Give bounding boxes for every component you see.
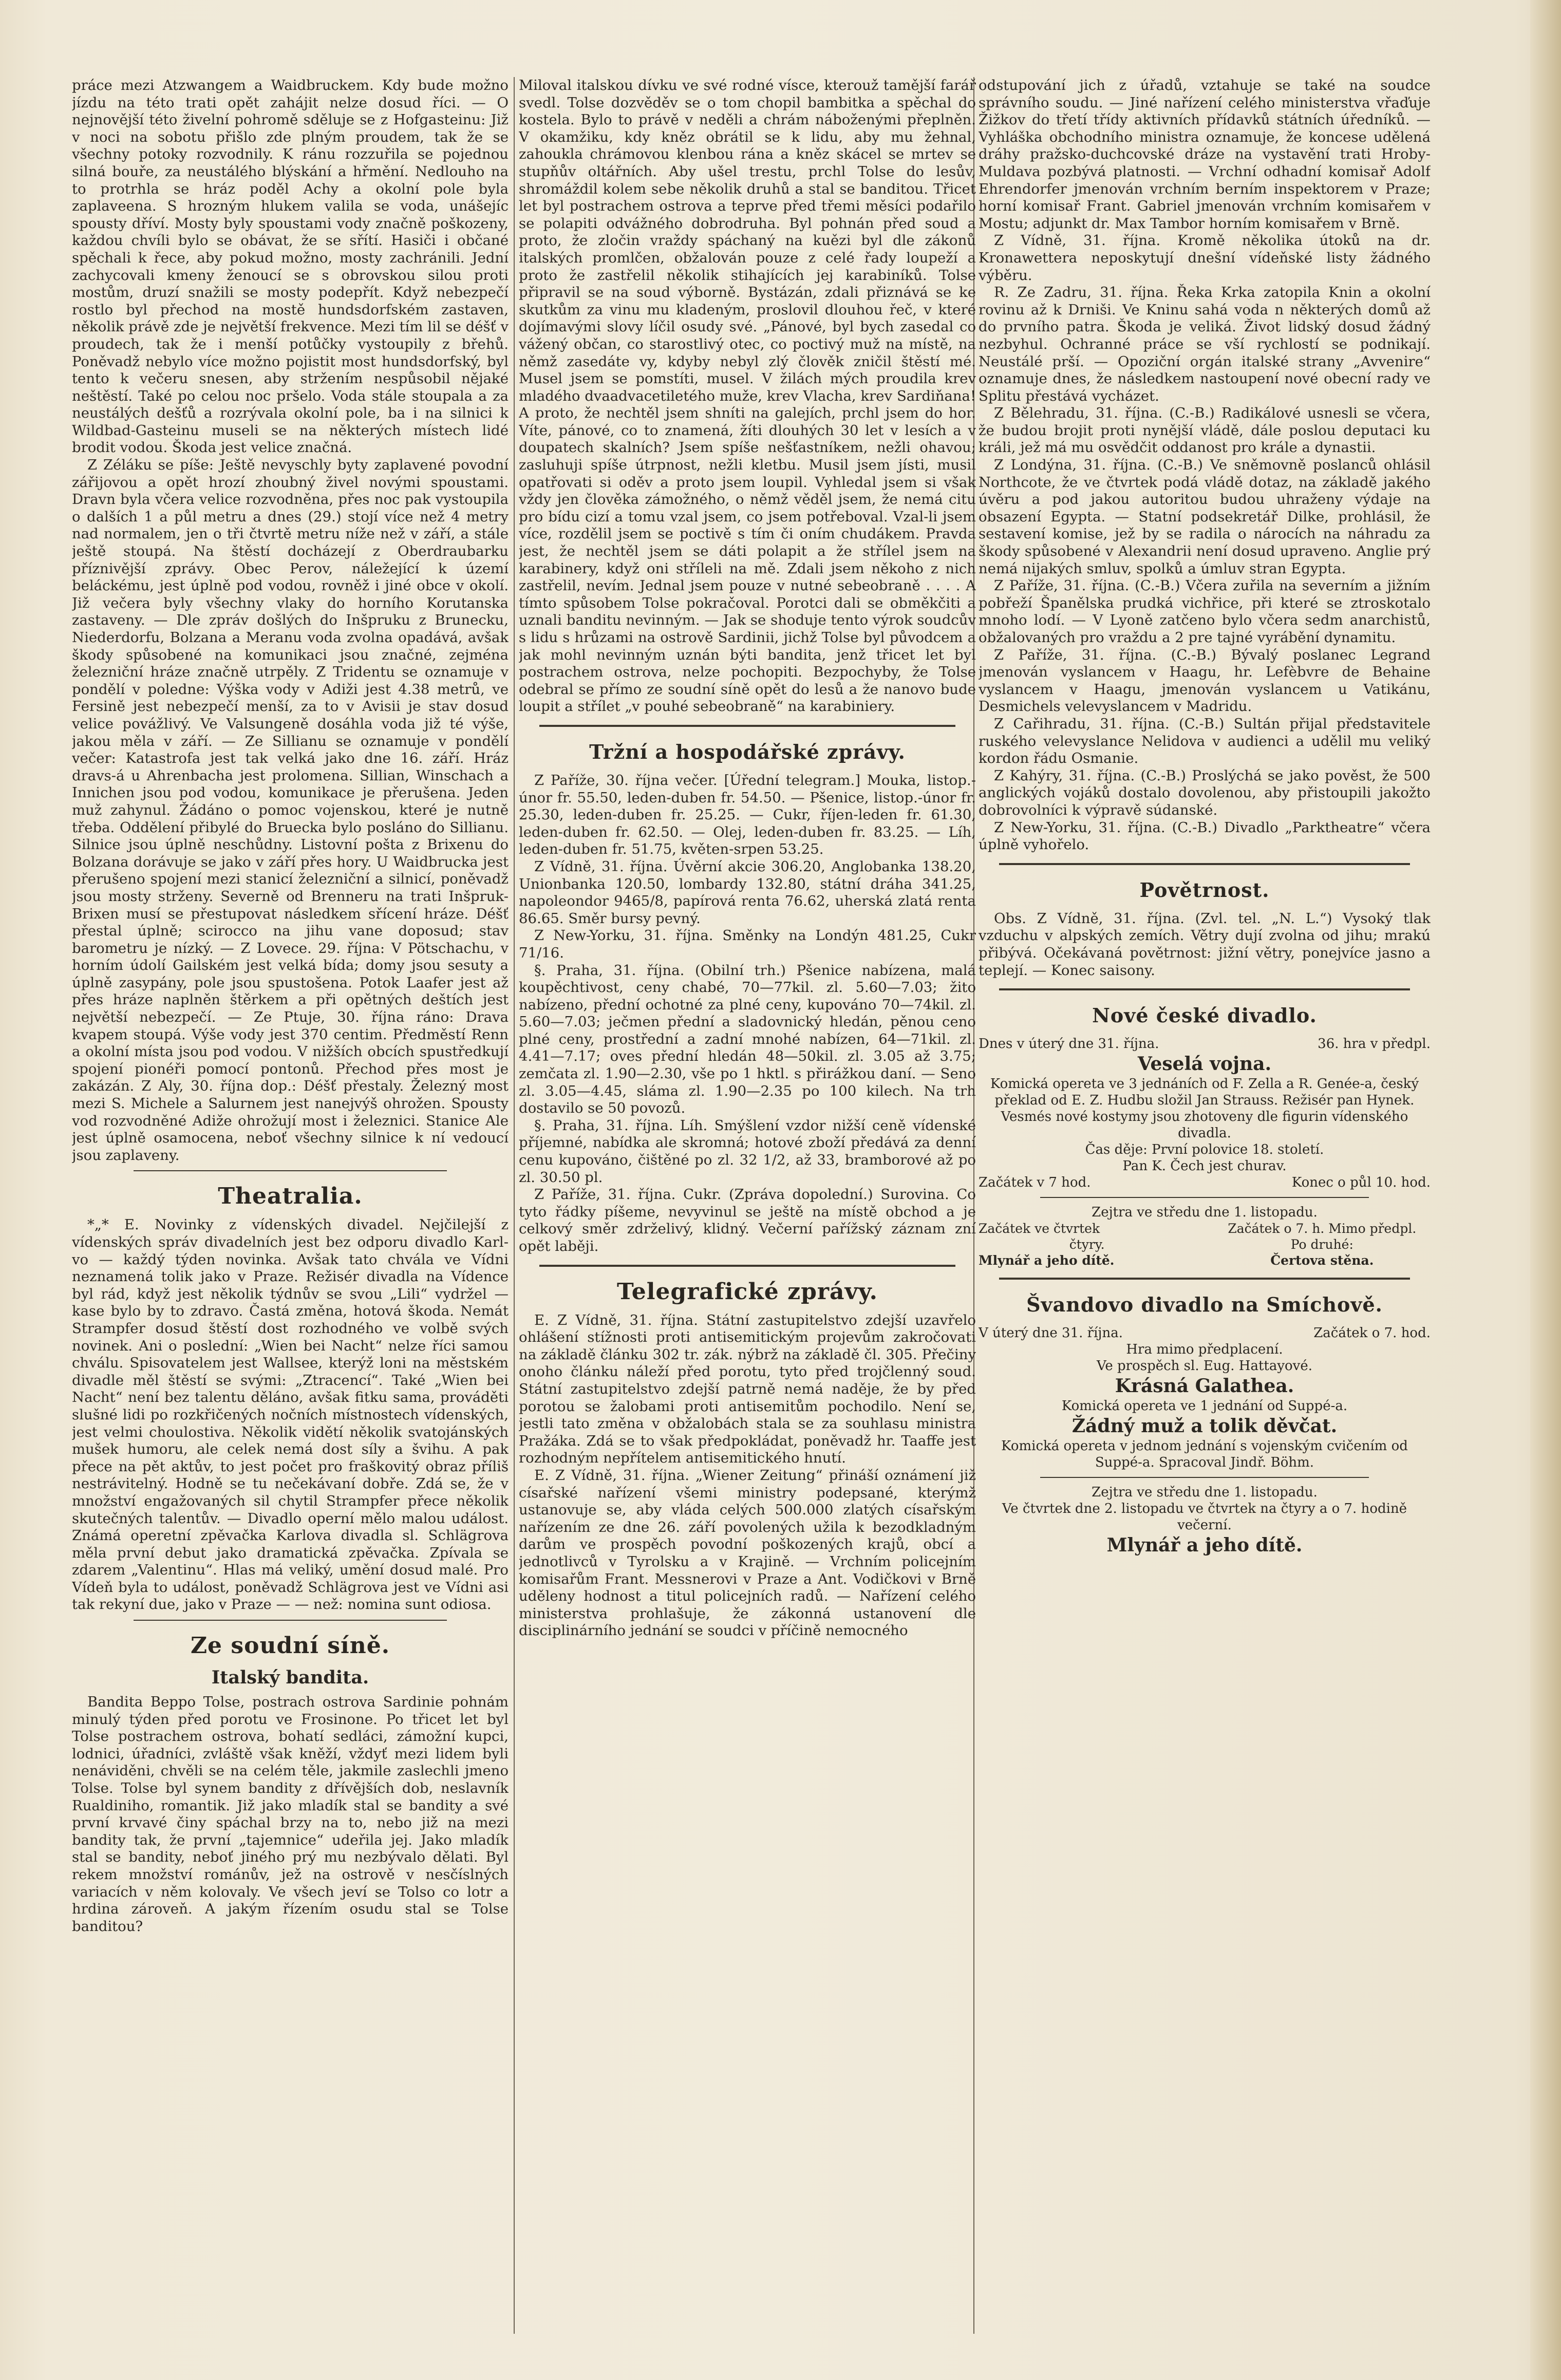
telegraph-item: Z Londýna, 31. října. (C.-B.) Ve sněmovně poslanců ohlásil Northcote, že ve čtvrtek podá vládě dotaz, na základě jakého úvěru a pod jakou autoritou budou uhraženy výdaje na obsazení Egypta. — Statní podsekretář Dilke, prohlásil, že sestavení komise, jež by se radila o nárocích na náhradu za škody spůsobené v Alexandrii není dosud upraveno. Anglie prý nemá nijakých smluv, spolků a úmluv stran Egypta. (979, 457, 1431, 577)
article-theatralia: *„* E. Novinky z vídenských divadel. Nejčilejší z vídenských správ divadelních jest bez odporu divadlo Karl-vo — každý týden novinka. Avšak tato chvála ve Vídni neznamená tolik jako v Praze. Režisér divadla na Vídence byl rád, když jest několik týdnův se svou „Lili“ vydržel — kase bylo by to zdravo. Častá změna, hotová škoda. Nemát Strampfer dosud štěstí dost rozhodného ve volbě svých novinek. Ani o poslední: „Wien bei Nacht“ nelze říci samou chválu. Spisovatelem jest Wallsee, kterýž loni na městském divadle měl štěstí se svými: „Ztracencí“. Také „Wien bei Nacht“ není bez talentu děláno, avšak fitku sama, prováděti slušné lidi po rozkřičených nočních místnostech vídenských, jest velmi choulostiva. Několik vidětí několik svatojánských mušek humoru, ale celek nemá dost síly a švihu. A pak přece na pět aktův, to jest počet pro fraškovitý obraz příliš nestrávitelný. Hodně se tu nečekávaní dobře. Zdá se, že v množství engažovaných sil chytil Strampfer přece několik skutečných talentův. — Divadlo operní mělo malou událost. Známá operetní zpěvačka Karlova divadla sl. Schlägrova měla první debut jako dramatická zpěvačka. Zpívala se zdarem „Valentinu“. Hlas má veliký, umění dosud malé. Pro Vídeň byla to událost, poněvadž Schlägrova jest ve Vídni asi tak rekyní due, jako v Praze — — než: nomina sunt odiosa. (72, 1216, 509, 1613)
telegraph-item: Z Kahýry, 31. října. (C.-B.) Proslýchá se jako pověst, že 500 anglických vojáků dostalo dovolenou, aby přistoupili jakožto dobrovolníci k výpravě súdanské. (979, 767, 1431, 818)
upcoming-line: Ve čtvrtek dne 2. listopadu ve čtvrtek na čtyry a o 7. hodině večerní. (1002, 1501, 1407, 1533)
theatre-date-row (979, 1036, 1431, 1052)
section-heading-telegraph: Telegrafické zprávy. (617, 1278, 878, 1305)
telegraph-item-cont: odstupování jich z úřadů, vztahuje se také na soudce správního soudu. — Jiné nařízení celého ministerstva vřaďuje Žižkov do třetí třídy aktivních přídavků státních úředníků. — Vyhláška obchodního ministra oznamuje, že koncese udělená dráhy pražsko-duchcovské dráze na vystavění trati Hroby-Muldava pozbývá platnosti. — Vrchní odhadní komisař Adolf Ehrendorfer jmenován vrchním berním inspektorem v Praze; horní komisař Frant. Gabriel jmenován vrchním komisařem v Mostu; adjunkt dr. Max Tambor horním komisařem v Brně. (979, 77, 1431, 232)
upcoming-title: Čertova stěna. (1270, 1253, 1374, 1268)
upcoming-right (1214, 1221, 1431, 1268)
divider (539, 1265, 955, 1267)
market-paris-sugar: Z Paříže, 31. října. Cukr. (Zpráva dopolední.) Surovina. Co tyto řádky píšeme, nevyvinul se ještě na místě obchod a je celkový směr zdrželivý, klidný. Večerní pařížský záznam zní opět laběji. (519, 1186, 976, 1254)
section-heading-court: Ze soudní síně. (190, 1633, 390, 1659)
divider (999, 1278, 1410, 1280)
upcoming-text: čtyry. (1069, 1237, 1105, 1252)
market-newyork: Z New-Yorku, 31. října. Směnky na Londýn 481.25, Cukr 71/16. (519, 927, 976, 961)
telegraph-item: Z Vídně, 31. října. Kromě několika útoků na dr. Kronawettera neposkytují dnešní vídeňské listy žádného výběru. (979, 232, 1431, 284)
play-note: Pan K. Čech jest churav. (1122, 1158, 1287, 1174)
upcoming-text: Začátek o 7. h. (1228, 1221, 1325, 1236)
column-2 (519, 77, 976, 2349)
play-title: Krásná Galathea. (1115, 1375, 1294, 1397)
market-paris: Z Paříže, 30. října večer. [Úřední telegram.] Mouka, listop.-únor fr. 55.50, leden-duben fr. 54.50. — Pšenice, listop.-únor fr. 25.30, leden-duben fr. 25.25. — Cukr, říjen-leden fr. 61.30, leden-duben fr. 62.50. — Olej, leden-duben fr. 83.25. — Líh, leden-duben fr. 51.75, květen-srpen 53.25. (519, 772, 976, 858)
tomorrow-line: Zejtra ve středu dne 1. listopadu. (1092, 1485, 1318, 1501)
market-praha-grain: §. Praha, 31. října. (Obilní trh.) Pšenice nabízena, malá koupěchtivost, ceny chabé, 70—77kil. zl. 5.60—7.03; žito nabízeno, přední ochotné za plné ceny, kupováno 70—74kil. zl. 5.60—7.03; ječmen přední a sladovnický hledán, pěnou ceno plné ceny, prostřední a zadní mnohé nabízen, 64—71kil. zl. 4.41—7.17; oves přední hledán 48—50kil. zl. 3.05 až 3.75; zemčata zl. 1.90—2.30, vše po 1 hktl. s přirážkou daní. — Seno zl. 3.05—4.45, sláma zl. 1.90—2.35 po 100 kilech. Na trh dostavilo se 50 povozů. (519, 962, 976, 1117)
divider (999, 863, 1410, 865)
play-start: Začátek v 7 hod. (979, 1175, 1091, 1191)
play-times (979, 1174, 1431, 1191)
theatre-listing-svanda (979, 1291, 1431, 1557)
theatre-subscription: 36. hra v předpl. (1318, 1036, 1431, 1052)
market-praha-spirit: §. Praha, 31. října. Líh. Smýšlení vzdor nižší ceně vídenské příjemné, nabídka ale skromná; hotové zboží předává za denní cenu kupováno, čištěné po zl. 32 1/2, až 33, bramborové až po zl. 30.50 pl. (519, 1117, 976, 1186)
telegraph-item: Z Paříže, 31. října. (C.-B.) Včera zuřila na severním a jižním pobřeží Španělska prudká vichřice, při které se ztroskotalo mnoho lodí. — V Lyoně zatčeno bylo včera sedm anarchistů, obžalovaných pro vraždu a 2 pre tajné vyrábění dynamitu. (979, 577, 1431, 646)
play-title: Žádný muž a tolik děvčat. (1071, 1415, 1338, 1437)
divider (1040, 1197, 1369, 1198)
telegraph-item: E. Z Vídně, 31. října. Státní zastupitelstvo zdejší uzavřelo ohlášení stížnosti proti antisemitickým projevům zakročovati na základě článku 302 tr. zák. nýbrž na základě čl. 305. Přečiny onoho článku náleží před porotu, tyto před trojčlenný soud. Státní zastupitelstvo zdejší patrně nemá naděje, že by před porotou se žalobami proti antisemitům pochodilo. Není se, jestli tato změna v obžalobách stala se za souhlasu ministra Pražáka. Zdá se to však předpokládat, poněvadž hr. Taaffe jest rozhodným nepřítelem antisemitického hnutí. (519, 1311, 976, 1467)
article-bandit: Bandita Beppo Tolse, postrach ostrova Sardinie pohnám minulý týden před porotu ve Frosinone. Po třicet let byl Tolse postrachem ostrova, bohatí sedláci, zámožní kupci, lodnici, úřadníci, zvláště však kněží, vždyť mezi lidem byli nenáviděni, chvěli se na celém těle, jakmile zaslechli jmeno Tolse. Tolse byl synem bandity z dřívějších dob, neslavník Rualdiniho, romantik. Již jako mladík stal se bandity a své první krvavé činy spáchal brzy na to, nebo již na mezi bandity tak, že první „tajemnice“ udeřila jej. Jako mladík stal se bandity, neboť jiného prý mu nezbývalo dělati. Byl rekem množství románův, jež na ostrově v nesčíslných variacích v něm kolovaly. Ve všech jeví se Tolso co lotr a hrdina zároveň. A jakým řízením osudu stal se Tolse banditou? (72, 1694, 509, 1935)
column-3 (979, 77, 1431, 2349)
article-bandit-cont: Miloval italskou dívku ve své rodné vísce, kterouž tamější farář svedl. Tolse dozvěděv se o tom chopil bambitka a spěchal do kostela. Bylo to právě v neděli a chrám náboženými přeplněn. V okamžiku, kdy kněz obrátil se k lidu, aby mu žehnal, zahoukla chrámovou klenbou rána a kněz skácel se mrtev se stupňův oltářních. Aby ušel trestu, prchl Tolse do lesův, shromáždil kolem sebe několik druhů a stal se banditou. Třicet let byl postrachem ostrova a teprve před třemi měsíci podařilo se polapiti odvážného dobrodruha. Byl pohnán před soud a proto, že zločin vraždy spáchaný na kuězi byl dle zákonů italských promlčen, obžalován pouze z celé řady loupeží a proto že zastřelil několik stihajících jej karabiníků. Tolse připravil se na soud výborně. Bystázán, zdali přiznává se ke skutkům za vinu mu kladeným, proslovil dlouhou řeč, v které dojímavými slovy líčil osudy své. „Pánové, byl bych zasedal co vážený občan, co starostlivý otec, co poctivý muž na místě, na němž zasedáte vy, kdyby nebyl zlý člověk zničil štěstí mé. Musel jsem se pomstíti, musel. V žilách mých proudila krev mladého dvaadvacetiletého muže, krev Vlacha, krev Sardiňana! A proto, že nechtěl jsem shníti na galejích, prchl jsem do hor. Víte, pánové, co to znamená, žíti dlouhých 30 let v lesích a v doupatech skalních? Jsem spíše nešťastníkem, nežli ohavou; zasluhuji spíše útrpnost, nežli kletbu. Musil jsem jísti, musil opatřovati si oděv a proto jsem loupil. Vyhledal jsem si však vždy jen člověka zámožného, o němž věděl jsem, že nemá citu pro bídu cizí a tomu vzal jsem, co jsem potřeboval. Vzal-li jsem více, rozdělil jsem se poctivě s tím či oním chudákem. Pravda jest, že nechtěl jsem se dáti polapit a že střílel jsem na karabinery, když oni stříleli na mě. Zdali jsem někoho z nich zastřelil, nevím. Jednal jsem pouze v nutné sebeobraně . . . . A tímto spůsobem Tolse pokračoval. Porotci dali se obměkčiti a uznali banditu nevinným. — Jak se shoduje tento výrok soudcův s lidu s hrůzami na ostrově Sardinii, jichž Tolse byl původcem a jak mohl nevinným uznán býti bandita, jenž třicet let byl postrachem ostrova, nelze pochopiti. Bezpochyby, že Tolse odebral se přímo ze soudní síně opět do lesů a že nanovo bude loupit a střílet „v pouhé sebeobraně“ na karabiniery. (519, 77, 976, 715)
telegraph-item: Z Cařihradu, 31. října. (C.-B.) Sultán přijal představitele ruského velevyslance Nelidova v audienci a udělil mu veliký kordon řádu Osmanie. (979, 715, 1431, 767)
theatre-start: Začátek o 7. hod. (1313, 1325, 1431, 1341)
divider (1040, 1477, 1369, 1478)
subheading-bandit: Italský bandita. (211, 1667, 369, 1689)
theatre-date-row (979, 1325, 1431, 1341)
divider (134, 1620, 447, 1621)
play-note: Čas děje: První polovice 18. století. (1085, 1142, 1324, 1158)
theatre-listing-national (979, 1002, 1431, 1268)
telegraph-item: R. Ze Zadru, 31. října. Řeka Krka zatopila Knin a okolní rovinu až k Drniši. Ve Kninu sahá voda n některých domů až do prvního patra. Škoda je veliká. Život lidský dosud žádný nezbyhul. Ochranné práce se vší rychlostí se podnikají. Neustálé prší. — Opoziční orgán italské strany „Avvenire“ oznamuje dnes, že následkem nastoupení nové obecní rady ve Splitu přestává vycházet. (979, 284, 1431, 404)
telegraph-item: Z New-Yorku, 31. října. (C.-B.) Divadlo „Parktheatre“ včera úplně vyhořelo. (979, 819, 1431, 853)
telegraph-item: Z Paříže, 31. října. (C.-B.) Bývalý poslanec Legrand jmenován vyslancem v Haagu, hr. Lefèbvre de Behaine vyslancem v Haagu, jmenován vyslancem u Vatikánu, Desmichels velevyslancem v Madridu. (979, 646, 1431, 715)
play-end: Konec o půl 10. hod. (1291, 1175, 1431, 1191)
column-rule (514, 77, 515, 2334)
tomorrow-line: Zejtra ve středu dne 1. listopadu. (1092, 1205, 1318, 1221)
play-title: Veselá vojna. (1137, 1053, 1272, 1075)
column-1 (72, 77, 509, 2349)
play-note: Hra mimo předplacení. (1126, 1342, 1283, 1358)
page-binding-edge (1530, 0, 1561, 2380)
section-heading-theatralia: Theatralia. (218, 1183, 363, 1210)
play-description: Komická opereta ve 1 jednání od Suppé-a. (1061, 1398, 1348, 1414)
play-description: Komická opereta v jednom jednání s vojenským cvičením od Suppé-a. Spracoval Jindř. Böhm. (1001, 1438, 1408, 1471)
theatre-date: V úterý dne 31. října. (979, 1325, 1123, 1341)
upcoming-plays (979, 1221, 1431, 1268)
upcoming-text: Začátek ve čtvrtek (979, 1221, 1100, 1236)
telegraph-item: E. Z Vídně, 31. října. „Wiener Zeitung“ přináší oznámení již císařské nařízení všemi ministry podepsané, kterýmž ustanovuje se, aby vláda celých 500.000 zlatých císařským nařízením ze dne 26. září povolených užila k bezodkladným darům ve prospěch povodní poškozených krajů, obcí a jednotlivců v Tyrolsku a v Krajině. — Vrchním policejním komisařům Frant. Messnerovi v Praze a Ant. Vodičkovi v Brně uděleny hodnost a titul policejních radů. — Nařízení celého ministerstva prohlašuje, že zákonná ustanovení dle disciplinárního jednání se soudci v příčině nemocného (519, 1467, 976, 1639)
theatre-heading: Švandovo divadlo na Smíchově. (1026, 1293, 1383, 1317)
play-note: Vesmés nové kostymy jsou zhotoveny dle figurin vídenského divadla. (1001, 1109, 1408, 1141)
divider (539, 725, 955, 727)
divider (999, 988, 1410, 990)
divider (134, 1170, 447, 1171)
article-flood-cont: Z Zéláku se píše: Ještě nevyschly byty zaplavené povodní zářijovou a opět hrozí zhoubný živel novými spoustami. Dravn byla včera velice rozvodněna, přes noc pak vystoupila o dalších 1 a půl metru a dnes (29.) stojí více než 4 metry nad normalem, jen o tři čtvrtě metru níže než v září, a stále ještě stoupá. Na štěstí docházejí z Oberdraubarku příznivější zprávy. Obec Perov, náležející k území beláckému, jest úplně pod vodou, rovněž i jiné obce v okolí. Již večera byly všechny vlaky do horního Korutanska zastaveny. — Dle zpráv došlých do Inšpruku z Brunecku, Niederdorfu, Bolzana a Meranu voda zvolna opadává, avšak škody spůsobené na komunikaci jsou značné, zejména železniční hráze značně utrpěly. Z Tridentu se oznamuje v pondělí v poledne: Výška vody v Adiži jest 4.38 metrů, ve Fersině jest nebezpečí menší, za to v Avisii je stav dosud velice povážlivý. Ve Valsungeně dosáhla voda již té výše, jakou měla v září. — Ze Sillianu se oznamuje v pondělí večer: Katastrofa jest tak velká jako dne 16. září. Hráz dravs-á u Ahrenbacha jest prolomena. Sillian, Winschach a Innichen jsou pod vodou, komunikace je přerušena. Jeden muž zahynul. Žádáno o pomoc vojenskou, které je nutně třeba. Oddělení přibylé do Bruecka bylo posláno do Sillianu. Silnice jsou úplně neschůdny. Listovní pošta z Brixenu do Bolzana dorávuje se jako v září přes hory. U Waidbrucka jest přerušeno spojení mezi stanicí železniční a silnicí, poněvadž jsou mosty strženy. Severně od Brenneru na trati Inšpruk-Brixen musí se přestupovat následkem sřícení hráze. Déšť přestal úplně; scirocco na jihu vane doposud; stav barometru je nízký. — Z Lovece. 29. října: V Pötschachu, v horním údolí Gailském jest velká bída; domy jsou sesuty a úplně zasypány, pole jsou spustošena. Potok Laafer jest až přes hráze naplněn štěrkem a při opětných deštích jest největší nebezpečí. — Ze Ptuje, 30. října ráno: Drava kvapem stoupá. Výše vody jest 370 centim. Předměstí Renn a okolní místa jsou pod vodou. V nižších obcích spustředkují spojení pionéři pomocí pontonů. Přechod přes most je zakázán. Z Aly, 30. října dop.: Déšť přestaly. Železný most mezi S. Michele a Salurnem jest nanejvýš ohrožen. Spousty vod rozvodněné Adiže ohrožují most i železnici. Stanice Ale jest úplně osamocena, neboť všechny silnice k ní vedoucí jsou zaplaveny. (72, 457, 509, 1164)
play-title: Mlynář a jeho dítě. (1106, 1534, 1303, 1557)
market-vienna: Z Vídně, 31. října. Úvěrní akcie 306.20, Anglobanka 138.20, Unionbanka 120.50, lombardy 132.80, státní dráha 341.25, napoleondor 9465/8, papírová renta 76.62, uherská zlatá renta 86.65. Směr bursy pevný. (519, 858, 976, 927)
theatre-date: Dnes v úterý dne 31. října. (979, 1036, 1159, 1052)
upcoming-left (979, 1221, 1195, 1268)
play-description: Komická opereta ve 3 jednáních od F. Zella a R. Genée-a, český překlad od E. Z. Hudbu složil Jan Strauss. Režisér pan Hynek. (990, 1076, 1419, 1109)
play-note: Ve prospěch sl. Eug. Hattayové. (1096, 1358, 1313, 1374)
article-flood: práce mezi Atzwangem a Waidbruckem. Kdy bude možno jízdu na této trati opět zahájit nelze dosud říci. — O nejnovější této živelní pohromě sděluje se z Hofgasteinu: Již v noci na sobotu přišlo zde plným proudem, tak že se všechny potoky rozvodnily. K ránu rozzuřila se pojednou silná bouře, za neustálého blýskání a hřmění. Nedlouho na to protrhla se hráz poděl Achy a okolní pole byla zaplaveena. S hrozným hlukem valila se voda, unášejíc spousty dříví. Mosty byly spoustami vody značně poškozeny, každou chvíli bylo se obávat, že se sřítí. Hasiči i občané spěchali k řece, aby pokud možno, mosty zachránili. Jední zachycovali kmeny ženoucí se s obrovskou silou proti mostům, druzí snažili se mosty podepřít. Když nebezpečí rostlo byl přechod na mostě hundsdorfském zastaven, několik právě zde je největší frekvence. Mezi tím lil se déšť v proudech, tak že i menší potůčky vystoupily z břehů. Poněvadž nebylo více možno pojistit most hundsdorfský, byl tento k večeru snesen, aby stržením nespůsobil nějaké neštěstí. Také po celou noc pršelo. Voda stále stoupala a za neustálých dešťů a rozrývala okolní pole, ba i na silnici k Wildbad-Gasteinu museli se na některých místech lidé brodit vodou. Škoda jest velice značná. (72, 77, 509, 456)
telegraph-item: Z Bělehradu, 31. října. (C.-B.) Radikálové usnesli se včera, že budou brojit proti nynější vládě, dále poslou deputaci ku králi, jež má mu osvědčit oddanost pro krále a dynastii. (979, 405, 1431, 456)
theatre-heading: Nové české divadlo. (1092, 1004, 1317, 1027)
upcoming-text: Po druhé: (1290, 1237, 1353, 1252)
section-heading-weather: Povětrnost. (1139, 878, 1270, 902)
upcoming-title: Mlynář a jeho dítě. (979, 1253, 1115, 1268)
upcoming-text: Mimo předpl. (1328, 1221, 1417, 1236)
weather-report: Obs. Z Vídně, 31. října. (Zvl. tel. „N. L.“) Vysoký tlak vzduchu v alpských zemích. Větry dují zvolna od jihu; mrakú přibývá. Očekávaná povětrnost: jižní větry, ponejvíce jasno a teplejí. — Konec saisony. (979, 910, 1431, 979)
section-heading-market: Tržní a hospodářské zprávy. (589, 740, 906, 763)
